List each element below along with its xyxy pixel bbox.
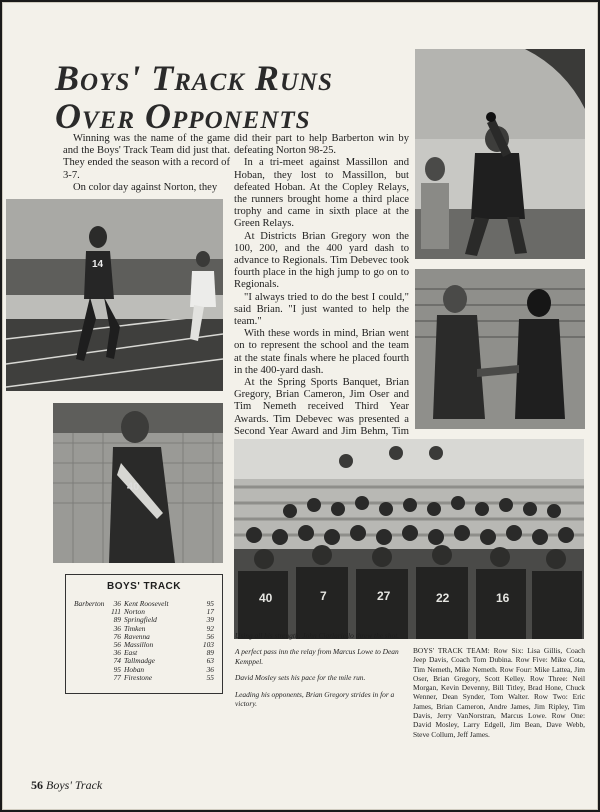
story-paragraph: Winning was the name of the game and the Boys' Track Team did just that. They ended the season with a record of 3-7.: [63, 133, 230, 181]
photo-caption: Using all his strength, John Ciarlariello threw the shot.: [235, 631, 400, 640]
scoreboard-our-score: 95: [113, 664, 121, 674]
scoreboard-our-score: 56: [113, 640, 121, 650]
photo-captions: [235, 631, 403, 715]
scoreboard-team: [74, 649, 108, 657]
scoreboard-their-score: 36: [206, 664, 214, 674]
story-column-left: [63, 133, 230, 194]
scoreboard-opponent: Kent Roosevelt: [124, 599, 169, 608]
scoreboard-our-score: 76: [113, 631, 121, 641]
scoreboard-title: BOYS' TRACK: [107, 581, 181, 592]
scoreboard-their-score: 56: [206, 631, 214, 641]
scoreboard-row: [74, 657, 214, 665]
scoreboard-opponent: Springfield: [124, 615, 157, 625]
page-number: 56: [31, 778, 43, 792]
jersey-number: 40: [127, 481, 140, 493]
jersey-number: 14: [92, 259, 104, 270]
jersey-number: 22: [436, 591, 450, 605]
scoreboard-our-score: 36: [113, 623, 121, 633]
scoreboard-row: [74, 674, 214, 682]
photo-caption: Leading his opponents, Brian Gregory strides in for a victory.: [235, 689, 395, 709]
team-roster-caption: BOYS' TRACK TEAM: Row Six: Lisa Gillis, Coach Jeep Davis, Coach Tom Dubina. Row Five: Mike Cota, Tim Nemeth, Mike Nemeth. Row Four: Mike Lattea, Jim Oser, Brian Gregory, Scott Kelley. Row Three: Neil Morgan, Kevin Devenny, Bill Titley, Brad Hone, Chuck Wenner, Dean Synder, Tom Walter. Row Two: Eric James, Brian Cameron, Andre James, Jim Ripley, Tim Davis, Jerry VanNorstran, Marcus Lowe. Row One: David Mosley, Larry Edgell, Jim Bean, Dave Webb, Steve Collum, Jeff James.: [413, 646, 585, 739]
story-paragraph: At Districts Brian Gregory won the 100, 200, and the 400 yard dash to advance to Regionals. Tim Debevec took fourth place in the high jump to go on to Regionals.: [234, 230, 409, 291]
scoreboard-their-score: 92: [206, 623, 214, 633]
scoreboard-opponent: Tallmadge: [124, 656, 155, 666]
scoreboard-row: [74, 641, 214, 649]
jersey-number: 7: [320, 589, 327, 603]
jersey-number: 16: [496, 591, 510, 605]
scoreboard-our-score: 111: [111, 607, 121, 617]
photo-team-group: [234, 439, 584, 639]
photo-runner-on-track: [6, 199, 223, 391]
photo-runner-on-track-image: [6, 199, 223, 391]
scoreboard-their-score: 17: [206, 607, 214, 617]
scoreboard-team: [74, 608, 108, 616]
photo-shot-put: [415, 49, 585, 259]
scoreboard-their-score: 95: [206, 599, 214, 608]
page-folio: [31, 778, 102, 793]
jersey-number: 40: [259, 591, 273, 605]
photo-caption: A perfect pass inn the relay from Marcus Lowe to Dean Kemppel.: [235, 647, 399, 666]
scoreboard-their-score: 39: [206, 615, 214, 625]
story-paragraph: On color day against Norton, they: [73, 181, 218, 193]
scoreboard-their-score: 89: [206, 648, 214, 658]
scoreboard-our-score: 89: [113, 615, 121, 625]
photo-caption: David Mosley sets his pace for the mile run.: [235, 673, 366, 683]
scoreboard-team: [74, 616, 108, 624]
photo-relay-pass-image: [415, 269, 585, 429]
scoreboard-opponent: Timken: [124, 623, 146, 633]
story-paragraph: "I always tried to do the best I could," said Brian. "I just wanted to help the team.": [234, 291, 409, 328]
story-column-middle: [234, 133, 409, 463]
scoreboard-opponent: Ravenna: [124, 631, 150, 641]
scoreboard-our-score: 77: [113, 672, 121, 682]
scoreboard-our-score: 74: [113, 656, 121, 666]
photo-mile-runner: [53, 403, 223, 563]
scoreboard-box: [65, 574, 223, 694]
headline-line-2: Over Opponents: [55, 96, 311, 136]
scoreboard-our-score: 36: [113, 648, 121, 658]
story-paragraph: did their part to help Barberton win by defeating Norton 98-25.: [234, 133, 409, 157]
headline-line-1: Boys' Track Runs: [55, 58, 333, 98]
scoreboard-team: [74, 674, 108, 682]
scoreboard-team: [74, 625, 108, 633]
scoreboard-our-score: 36: [113, 599, 121, 608]
photo-relay-pass: [415, 269, 585, 429]
scoreboard-opponent: Norton: [124, 607, 145, 617]
photo-team-group-image: [234, 439, 584, 639]
scoreboard-team: [74, 666, 108, 674]
scoreboard-team: [74, 641, 108, 649]
scoreboard-opponent: Hoban: [124, 664, 145, 674]
scoreboard-team: [74, 657, 108, 665]
scoreboard-team: [74, 633, 108, 641]
scoreboard-opponent: Massillon: [124, 640, 154, 650]
scoreboard-team: Barberton: [74, 599, 105, 608]
headline: [55, 59, 415, 135]
scoreboard-table: [74, 600, 214, 682]
scoreboard-their-score: 63: [206, 656, 214, 666]
scoreboard-their-score: 55: [206, 672, 214, 682]
page-section: Boys' Track: [46, 778, 103, 792]
jersey-number: 27: [377, 589, 391, 603]
story-paragraph: With these words in mind, Brian went on to represent the school and the team at the state finals where he placed fourth in the 400-yard dash.: [234, 328, 409, 376]
story-paragraph: In a tri-meet against Massillon and Hoban, they lost to Massillon, but defeated Hoban. At the Copley Relays, the runners brought home a third place trophy and came in sixth place at the Green Relays.: [234, 157, 409, 230]
story-paragraph-text: At the Spring Sports Banquet, Brian Gregory, Brian Cameron, Jim Oser and Tim Nemeth received Third Year Awards. Tim Debevec was presented a Second Year Award and Jim Behm, Tim: [234, 377, 409, 437]
photo-shot-put-image: [415, 49, 585, 259]
yearbook-page: [2, 2, 598, 810]
scoreboard-opponent: East: [124, 648, 138, 658]
scoreboard-opponent: Firestone: [124, 672, 153, 682]
scoreboard-their-score: 103: [202, 640, 214, 650]
